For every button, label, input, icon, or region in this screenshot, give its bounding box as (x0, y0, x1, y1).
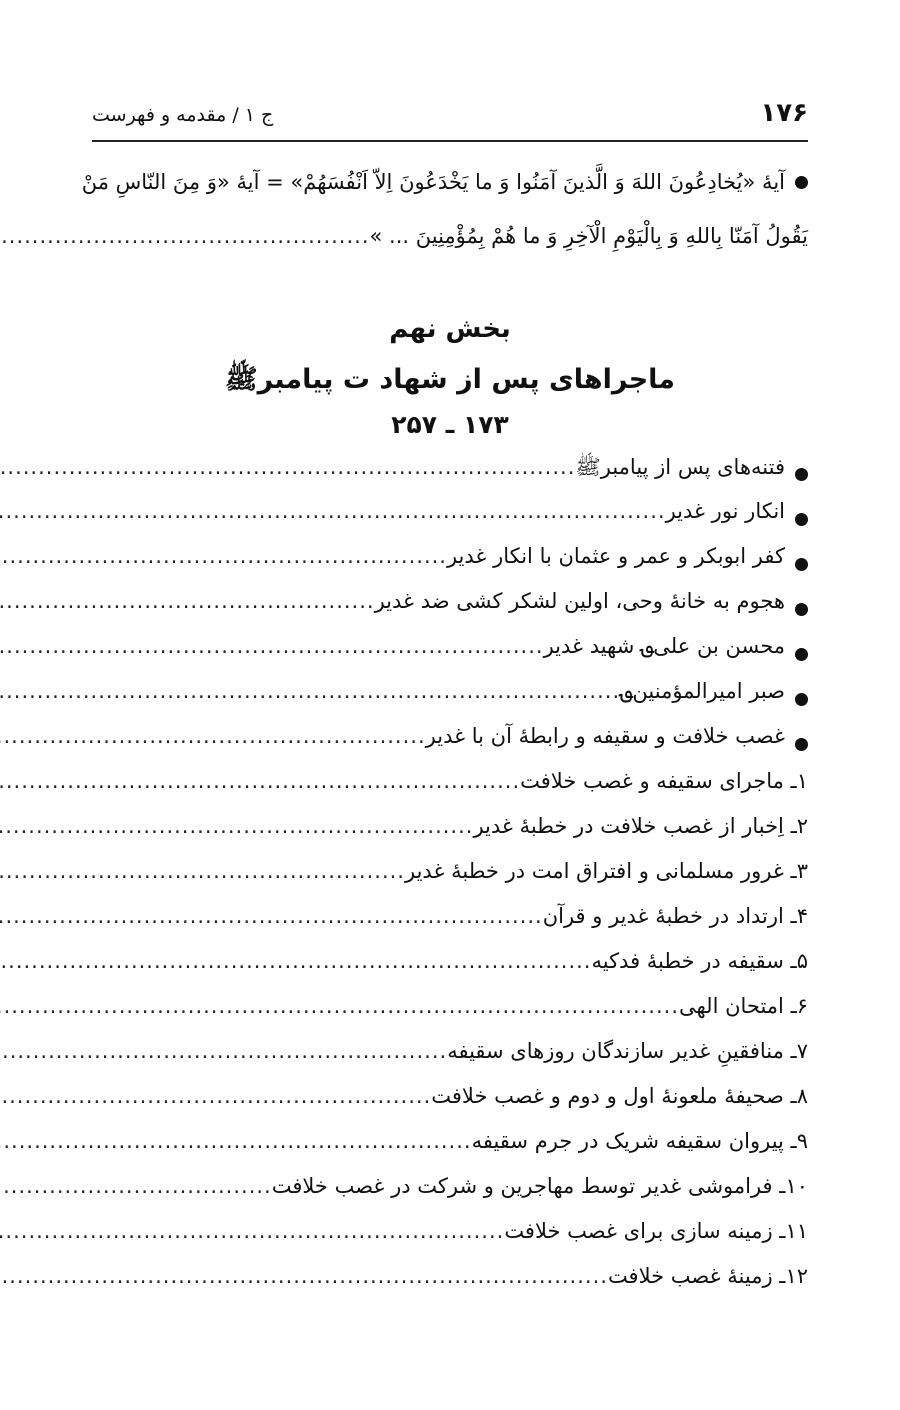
toc-entry[interactable] (92, 634, 808, 674)
toc-subentry-text: ۴ـ ارتداد در خطبهٔ غدیر و قرآن (542, 904, 808, 928)
leader-dots (0, 1174, 272, 1198)
toc-subentry[interactable] (92, 949, 808, 989)
intro-text-2: یَقُولُ آمَنّا بِاللهِ وَ بِالْیَوْمِ الْآخِرِ وَ ما هُمْ بِمُؤْمِنِینَ ... » (369, 224, 808, 248)
toc-subentry[interactable] (92, 769, 808, 809)
toc-subentry-text: ۷ـ منافقینِ غدیر سازندگان روزهای سقیفه (447, 1039, 808, 1063)
toc-entry-text: کفر ابوبکر و عمر و عثمان با انکار غدیر (446, 544, 785, 568)
toc-entry[interactable] (92, 724, 808, 764)
leader-dots (0, 949, 591, 973)
leader-dots (0, 814, 473, 838)
page-header (92, 96, 808, 142)
toc-entry-text: صبر امیرالمؤمنین؈ (620, 679, 785, 703)
leader-dots (0, 859, 405, 883)
leader-dots (0, 1264, 608, 1288)
toc-entry[interactable] (92, 544, 808, 584)
bullet-icon (795, 648, 808, 661)
section-range: ۱۷۳ ـ ۲۵۷ (391, 410, 509, 439)
bullet-icon (795, 738, 808, 751)
toc-subentry-text: ۳ـ غرور مسلمانی و افتراق امت در خطبهٔ غدیر (404, 859, 808, 883)
toc-subentry[interactable] (92, 1174, 808, 1214)
toc-subentry[interactable] (92, 859, 808, 899)
leader-dots (0, 1219, 504, 1243)
leader-dots (0, 724, 426, 748)
toc-entry[interactable] (92, 679, 808, 719)
leader-dots (0, 499, 666, 523)
leader-dots (0, 679, 620, 703)
leader-dots (0, 589, 375, 613)
bullet-icon (795, 693, 808, 706)
leader-dots (0, 634, 544, 658)
toc-subentry-text: ۹ـ پیروان سقیفه شریک در جرم سقیفه (471, 1129, 808, 1153)
leader-dots (0, 1129, 472, 1153)
toc-subentry[interactable] (92, 1219, 808, 1259)
toc-subentry-text: ۱۲ـ زمینهٔ غصب خلافت (607, 1264, 808, 1288)
toc-entry[interactable] (92, 454, 808, 494)
leader-dots (0, 994, 679, 1018)
toc-subentry-text: ۶ـ امتحان الهی (679, 994, 808, 1018)
toc-subentry-text: ۱۰ـ فراموشی غدیر توسط مهاجرین و شرکت در غصب خلافت (271, 1174, 808, 1198)
toc-subentry[interactable] (92, 814, 808, 854)
bullet-icon (795, 513, 808, 526)
toc-subentry[interactable] (92, 994, 808, 1034)
toc-subentry-text: ۲ـ اِخبار از غصب خلافت در خطبهٔ غدیر (473, 814, 808, 838)
leader-dots (0, 769, 520, 793)
leader-dots (0, 224, 370, 248)
toc-subentry[interactable] (92, 1084, 808, 1124)
leader-dots (0, 455, 575, 479)
bullet-icon (795, 468, 808, 481)
bullet-icon (795, 558, 808, 571)
leader-dots (0, 1039, 447, 1063)
toc-subentry-text: ۸ـ صحیفهٔ ملعونهٔ اول و دوم و غصب خلافت (431, 1084, 808, 1108)
toc-subentry[interactable] (92, 1129, 808, 1169)
section-part: بخش نهم (389, 314, 511, 344)
toc-entry-text: فتنه‌های پس از پیامبرﷺ (575, 455, 785, 479)
toc-entry-text: هجوم به خانهٔ وحی، اولین لشکر کشی ضد غدیر (374, 589, 785, 613)
leader-dots (0, 544, 447, 568)
intro-line-2 (92, 224, 808, 264)
intro-text-1: آیهٔ «یُخادِعُونَ اللهَ وَ الَّذینَ آمَنُوا وَ ما یَخْدَعُونَ اِلاّ اَنْفُسَهُمْ» = آیهٔ «وَ مِنَ النّاسِ مَنْ (81, 170, 785, 194)
toc-entry-text: محسن بن علی؈ شهید غدیر (543, 634, 785, 658)
toc-entry[interactable] (92, 499, 808, 539)
leader-dots (0, 904, 543, 928)
section-title: ماجراهای پس از شهاد ت پیامبرﷺ (224, 364, 676, 395)
bullet-icon (795, 176, 808, 189)
leader-dots (0, 1084, 431, 1108)
toc-subentry-text: ۵ـ سقیفه در خطبهٔ فدکیه (591, 949, 808, 973)
toc-entry[interactable] (92, 589, 808, 629)
intro-line-1 (81, 170, 808, 194)
toc-subentry-text: ۱ـ ماجرای سقیفه و غصب خلافت (520, 769, 808, 793)
running-title: ج ۱ / مقدمه و فهرست (92, 104, 274, 126)
toc-entry-text: انکار نور غدیر (665, 499, 785, 523)
toc-subentry[interactable] (92, 1264, 808, 1304)
bullet-icon (795, 603, 808, 616)
toc-subentry[interactable] (92, 1039, 808, 1079)
toc-entry-text: غصب خلافت و سقیفه و رابطهٔ آن با غدیر (425, 724, 785, 748)
toc-subentry[interactable] (92, 904, 808, 944)
page-number: ۱۷۶ (760, 98, 808, 128)
toc-subentry-text: ۱۱ـ زمینه سازی برای غصب خلافت (504, 1219, 808, 1243)
